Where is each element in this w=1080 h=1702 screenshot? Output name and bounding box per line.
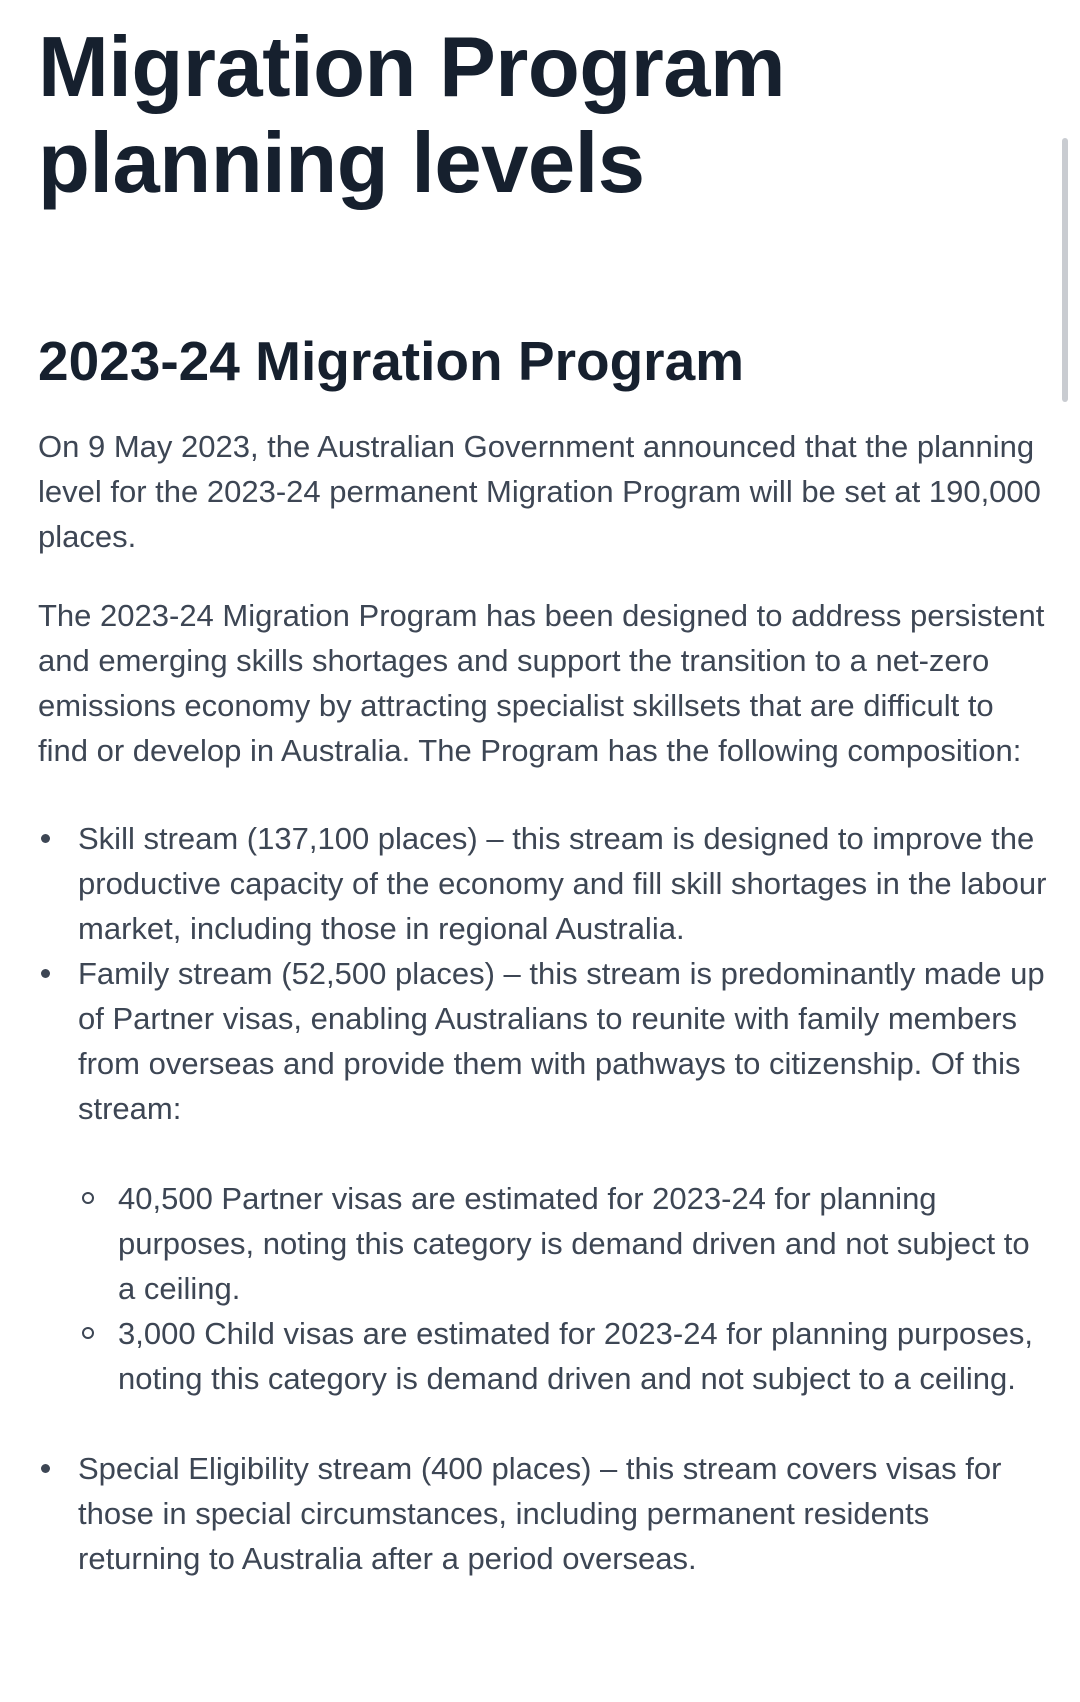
list-item-skill-stream: [38, 816, 1048, 951]
family-sub-list: [78, 1176, 1048, 1401]
list-item-family-stream: [38, 951, 1048, 1401]
page-title: Migration Program planning levels: [38, 20, 786, 211]
stream-list: [38, 816, 1048, 1581]
list-item-partner-visas: 40,500 Partner visas are estimated for 2023-24 for planning purposes, noting this category is demand driven and not subject to a ceiling.: [78, 1176, 1048, 1311]
special-stream-text: Special Eligibility stream (400 places) – this stream covers visas for those in special circumstances, including permanent residents returning to Australia after a period overseas.: [78, 1451, 1002, 1576]
section-heading: 2023-24 Migration Program: [38, 330, 745, 392]
family-stream-text: Family stream (52,500 places) – this stream is predominantly made up of Partner visas, enabling Australians to reunite with family members from overseas and provide them with pathways to citizenship. Of this stream:: [78, 956, 1045, 1126]
skill-stream-text: Skill stream (137,100 places) – this stream is designed to improve the productive capacity of the economy and fill skill shortages in the labour market, including those in regional Australia.: [78, 821, 1047, 946]
page-content: [38, 20, 1048, 1581]
list-item-special-eligibility-stream: [38, 1446, 1048, 1581]
composition-paragraph: The 2023-24 Migration Program has been designed to address persistent and emerging skills shortages and support the transition to a net-zero emissions economy by attracting specialist skillsets that are difficult to find or develop in Australia. The Program has the following composition:: [38, 598, 1045, 768]
intro-paragraph: On 9 May 2023, the Australian Government announced that the planning level for the 2023-24 permanent Migration Program will be set at 190,000 places.: [38, 429, 1041, 554]
scrollbar-thumb[interactable]: [1062, 138, 1068, 402]
list-item-child-visas: 3,000 Child visas are estimated for 2023-24 for planning purposes, noting this category is demand driven and not subject to a ceiling.: [78, 1311, 1048, 1401]
